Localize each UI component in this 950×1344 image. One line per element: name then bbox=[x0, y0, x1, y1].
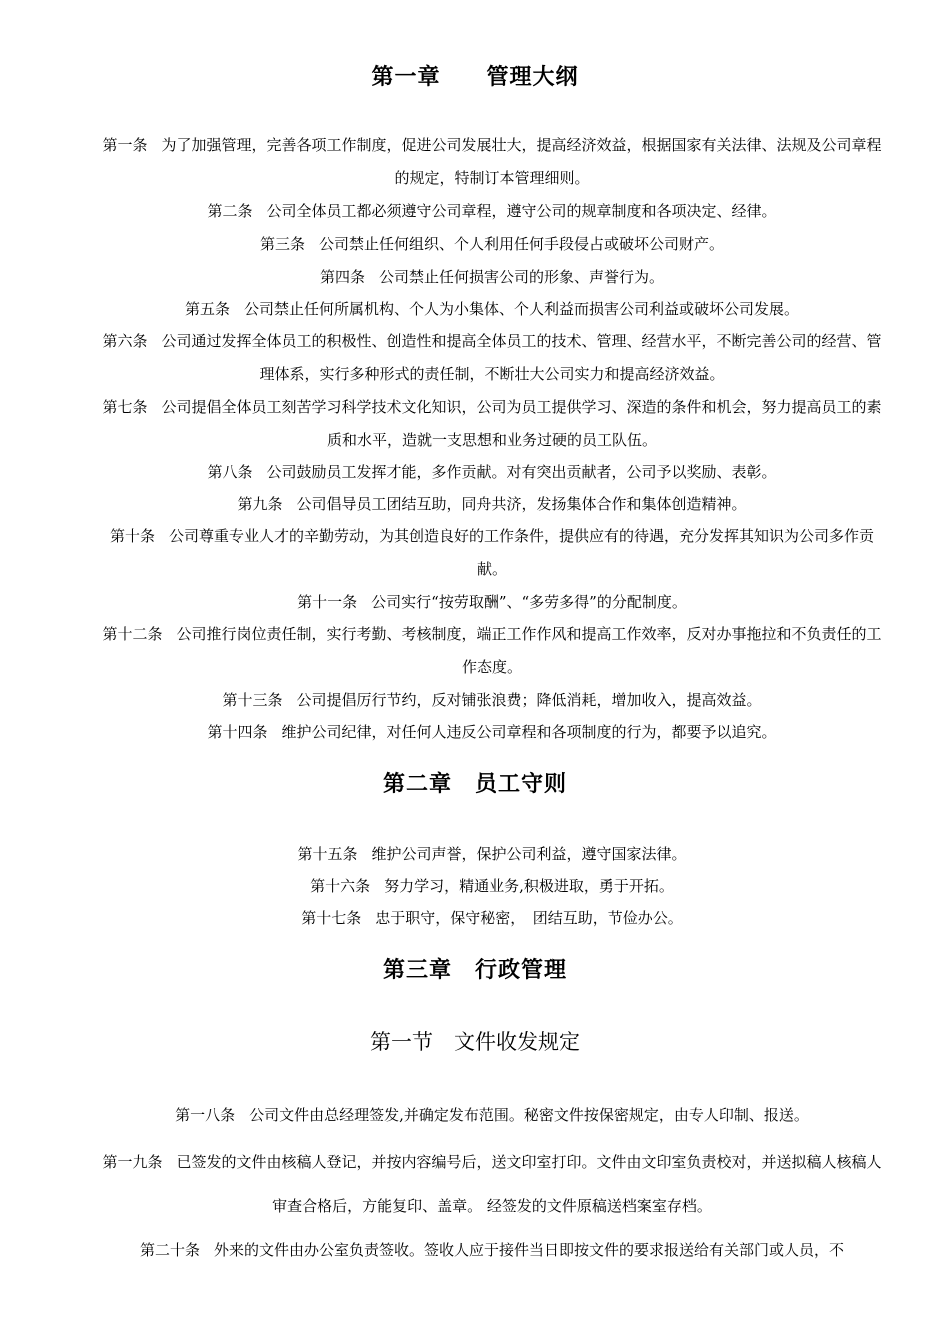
article-text: 维护公司纪律，对任何人违反公司章程和各项制度的行为，都要予以追究。 bbox=[281, 723, 777, 741]
article-18 bbox=[100, 1099, 884, 1132]
article-text: 公司鼓励员工发挥才能，多作贡献。对有突出贡献者，公司予以奖励、表彰。 bbox=[266, 463, 777, 481]
article-text: 外来的文件由办公室负责签收。签收人应于接件当日即按文件的要求报送给有关部门或人员，不 bbox=[214, 1241, 845, 1259]
article-15 bbox=[100, 838, 884, 871]
article-label: 第二条 bbox=[207, 202, 253, 220]
article-1 bbox=[100, 129, 884, 195]
chapter-2-title: 第二章 员工守则 bbox=[382, 772, 567, 797]
article-label: 第五条 bbox=[184, 300, 230, 318]
chapter-1-title: 第一章 管理大纲 bbox=[371, 65, 579, 90]
article-label: 第七条 bbox=[102, 398, 148, 416]
article-text: 公司推行岗位责任制，实行考勤、考核制度，端正工作作风和提高工作效率，反对办事拖拉和不负责任的工作态度。 bbox=[176, 625, 882, 676]
section-1-title: 第一节 文件收发规定 bbox=[370, 1030, 580, 1054]
article-14 bbox=[100, 716, 884, 749]
article-label: 第一八条 bbox=[175, 1106, 236, 1124]
article-label: 第二十条 bbox=[139, 1241, 200, 1259]
article-text: 公司提倡全体员工刻苦学习科学技术文化知识，公司为员工提供学习、深造的条件和机会，努力提高员工的素质和水平，造就一支思想和业务过硬的员工队伍。 bbox=[161, 398, 882, 449]
article-text: 公司全体员工都必须遵守公司章程，遵守公司的规章制度和各项决定、经律。 bbox=[266, 202, 777, 220]
article-label: 第九条 bbox=[237, 495, 283, 513]
article-19 bbox=[100, 1140, 884, 1228]
article-11 bbox=[100, 586, 884, 619]
article-label: 第六条 bbox=[102, 332, 148, 350]
article-text: 已签发的文件由核稿人登记，并按内容编号后，送文印室打印。文件由文印室负责校对，并送拟稿人核稿人审查合格后，方能复印、盖章。 经签发的文件原稿送档案室存档。 bbox=[176, 1153, 882, 1215]
article-9 bbox=[100, 488, 884, 521]
article-text: 忠于职守，保守秘密， 团结互助，节俭办公。 bbox=[375, 909, 683, 927]
article-2 bbox=[100, 195, 884, 228]
article-text: 公司禁止任何损害公司的形象、声誉行为。 bbox=[379, 268, 665, 286]
article-text: 公司禁止任何所属机构、个人为小集体、个人利益而损害公司利益或破坏公司发展。 bbox=[244, 300, 800, 318]
chapter-3-title: 第三章 行政管理 bbox=[382, 958, 567, 983]
article-text: 公司文件由总经理签发,并确定发布范围。秘密文件按保密规定，由专人印制、报送。 bbox=[249, 1106, 809, 1124]
article-label: 第一九条 bbox=[102, 1153, 163, 1171]
article-text: 公司实行“按劳取酬”、“多劳多得”的分配制度。 bbox=[371, 593, 687, 611]
article-text: 公司尊重专业人才的辛勤劳动，为其创造良好的工作条件，提供应有的待遇，充分发挥其知识为公司多作贡献。 bbox=[169, 527, 875, 578]
article-label: 第十二条 bbox=[102, 625, 163, 643]
article-text: 公司提倡厉行节约，反对铺张浪费；降低消耗，增加收入，提高效益。 bbox=[296, 691, 762, 709]
article-12 bbox=[100, 618, 884, 684]
article-text: 努力学习，精通业务,积极进取，勇于开拓。 bbox=[384, 877, 674, 895]
article-label: 第十一条 bbox=[297, 593, 358, 611]
article-17 bbox=[100, 902, 884, 935]
article-text: 维护公司声誉，保护公司利益，遵守国家法律。 bbox=[371, 845, 687, 863]
article-10 bbox=[100, 520, 884, 586]
article-label: 第四条 bbox=[319, 268, 365, 286]
article-16 bbox=[100, 870, 884, 903]
article-6 bbox=[100, 325, 884, 391]
article-label: 第十七条 bbox=[301, 909, 362, 927]
article-text: 为了加强管理，完善各项工作制度，促进公司发展壮大，提高经济效益，根据国家有关法律、法规及公司章程的规定，特制订本管理细则。 bbox=[161, 136, 882, 187]
article-label: 第十六条 bbox=[310, 877, 371, 895]
article-label: 第十四条 bbox=[207, 723, 268, 741]
article-label: 第十五条 bbox=[297, 845, 358, 863]
article-label: 第八条 bbox=[207, 463, 253, 481]
article-label: 第一条 bbox=[102, 136, 148, 154]
article-7 bbox=[100, 391, 884, 457]
article-5 bbox=[100, 293, 884, 326]
article-20 bbox=[100, 1228, 884, 1272]
article-text: 公司通过发挥全体员工的积极性、创造性和提高全体员工的技术、管理、经营水平，不断完善公司的经营、管理体系，实行多种形式的责任制，不断壮大公司实力和提高经济效益。 bbox=[161, 332, 882, 383]
article-3 bbox=[100, 228, 884, 261]
article-13 bbox=[100, 684, 884, 717]
article-label: 第三条 bbox=[259, 235, 305, 253]
article-label: 第十三条 bbox=[222, 691, 283, 709]
article-8 bbox=[100, 456, 884, 489]
article-text: 公司禁止任何组织、个人利用任何手段侵占或破坏公司财产。 bbox=[319, 235, 725, 253]
article-4 bbox=[100, 261, 884, 294]
article-label: 第十条 bbox=[109, 527, 155, 545]
article-text: 公司倡导员工团结互助，同舟共济，发扬集体合作和集体创造精神。 bbox=[296, 495, 747, 513]
